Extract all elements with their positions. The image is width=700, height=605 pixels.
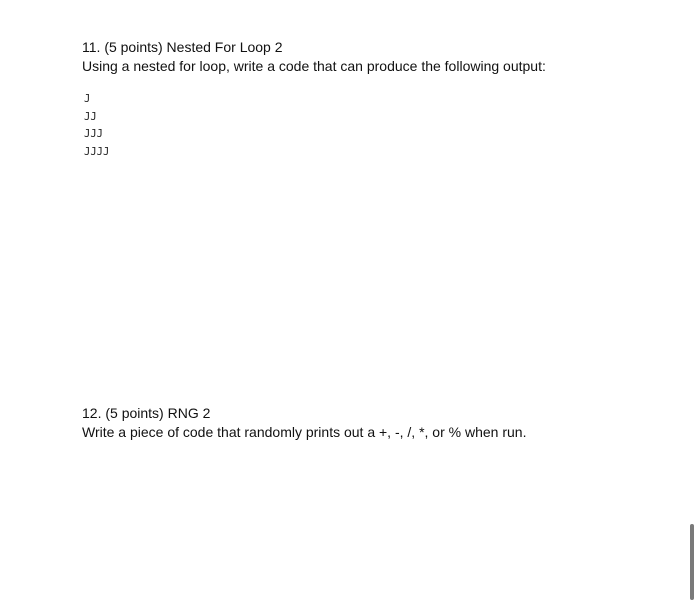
output-line: JJJ — [84, 128, 103, 140]
expected-output-block — [84, 91, 109, 161]
question-12 — [82, 404, 526, 442]
question-11-title: 11. (5 points) Nested For Loop 2 — [82, 39, 283, 55]
output-line: JJJJ — [84, 145, 110, 158]
output-line: JJ — [84, 110, 97, 123]
question-11 — [82, 38, 546, 76]
output-line: J — [84, 93, 91, 105]
question-12-title: 12. (5 points) RNG 2 — [82, 405, 211, 421]
scrollbar-thumb[interactable] — [690, 524, 694, 600]
question-11-text: Using a nested for loop, write a code that can produce the following output: — [82, 58, 546, 74]
question-12-text: Write a piece of code that randomly prints out a +, -, /, *, or % when run. — [82, 424, 527, 440]
